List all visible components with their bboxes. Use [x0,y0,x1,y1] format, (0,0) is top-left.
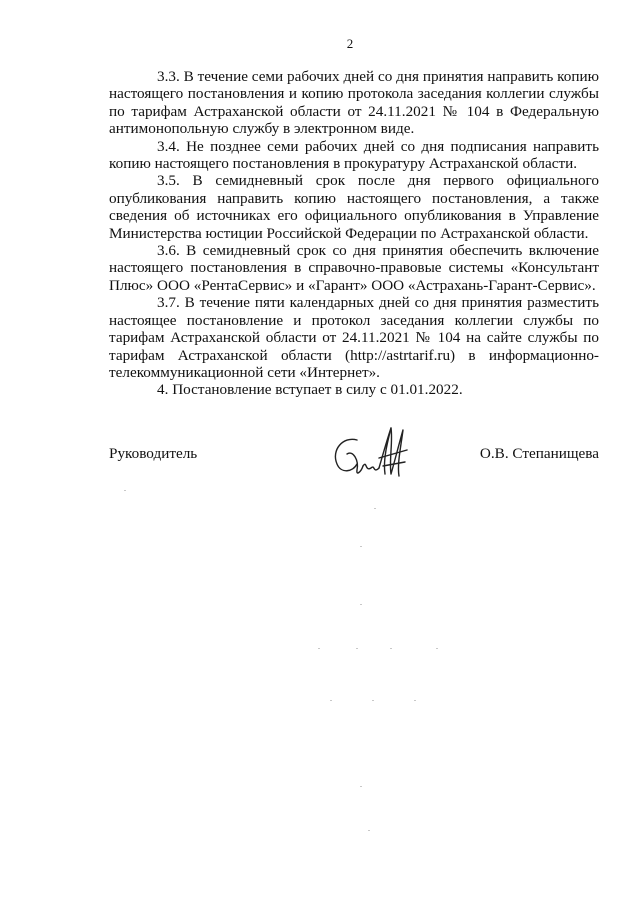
handwritten-signature [325,420,415,490]
paragraph-3-6: 3.6. В семидневный срок со дня принятия обеспечить включение настоящего постановления в справочно-правовые системы «Консультант Плюс» ООО «РентаСервис» и «Гарант» ООО «Астрахань-Гарант-Сервис». [109,242,599,294]
document-body [109,68,599,399]
paragraph-3-5: 3.5. В семидневный срок после дня первого официального опубликования направить копию настоящего постановления, а также сведения об источниках его официального опубликования в Управление Министерства юстиции Российской Федерации по Астраханской области. [109,172,599,242]
paragraph-4: 4. Постановление вступает в силу с 01.01.2022. [157,381,463,399]
signatory-title: Руководитель [109,445,198,462]
paragraph-3-4: 3.4. Не позднее семи рабочих дней со дня подписания направить копию настоящего постановления в прокуратуру Астраханской области. [109,137,599,173]
paragraph-3-7: 3.7. В течение пяти календарных дней со дня принятия разместить настоящее постановление и протокол заседания коллегии службы по тарифам Астраханской области от 24.11.2021 № 104 на сайте службы по тарифам Астраханской области (http://astrtarif.ru) в информационно-телекоммуникационной сети «Интернет». [109,294,599,381]
page-number: 2 [346,36,354,51]
paragraph-3-3: 3.3. В течение семи рабочих дней со дня принятия направить копию настоящего постановления и копию протокола заседания коллегии службы по тарифам Астраханской области от 24.11.2021 № 104 в Федеральную антимонопольную службу в электронном виде. [109,68,599,138]
signatory-name: О.В. Степанищева [479,445,599,462]
